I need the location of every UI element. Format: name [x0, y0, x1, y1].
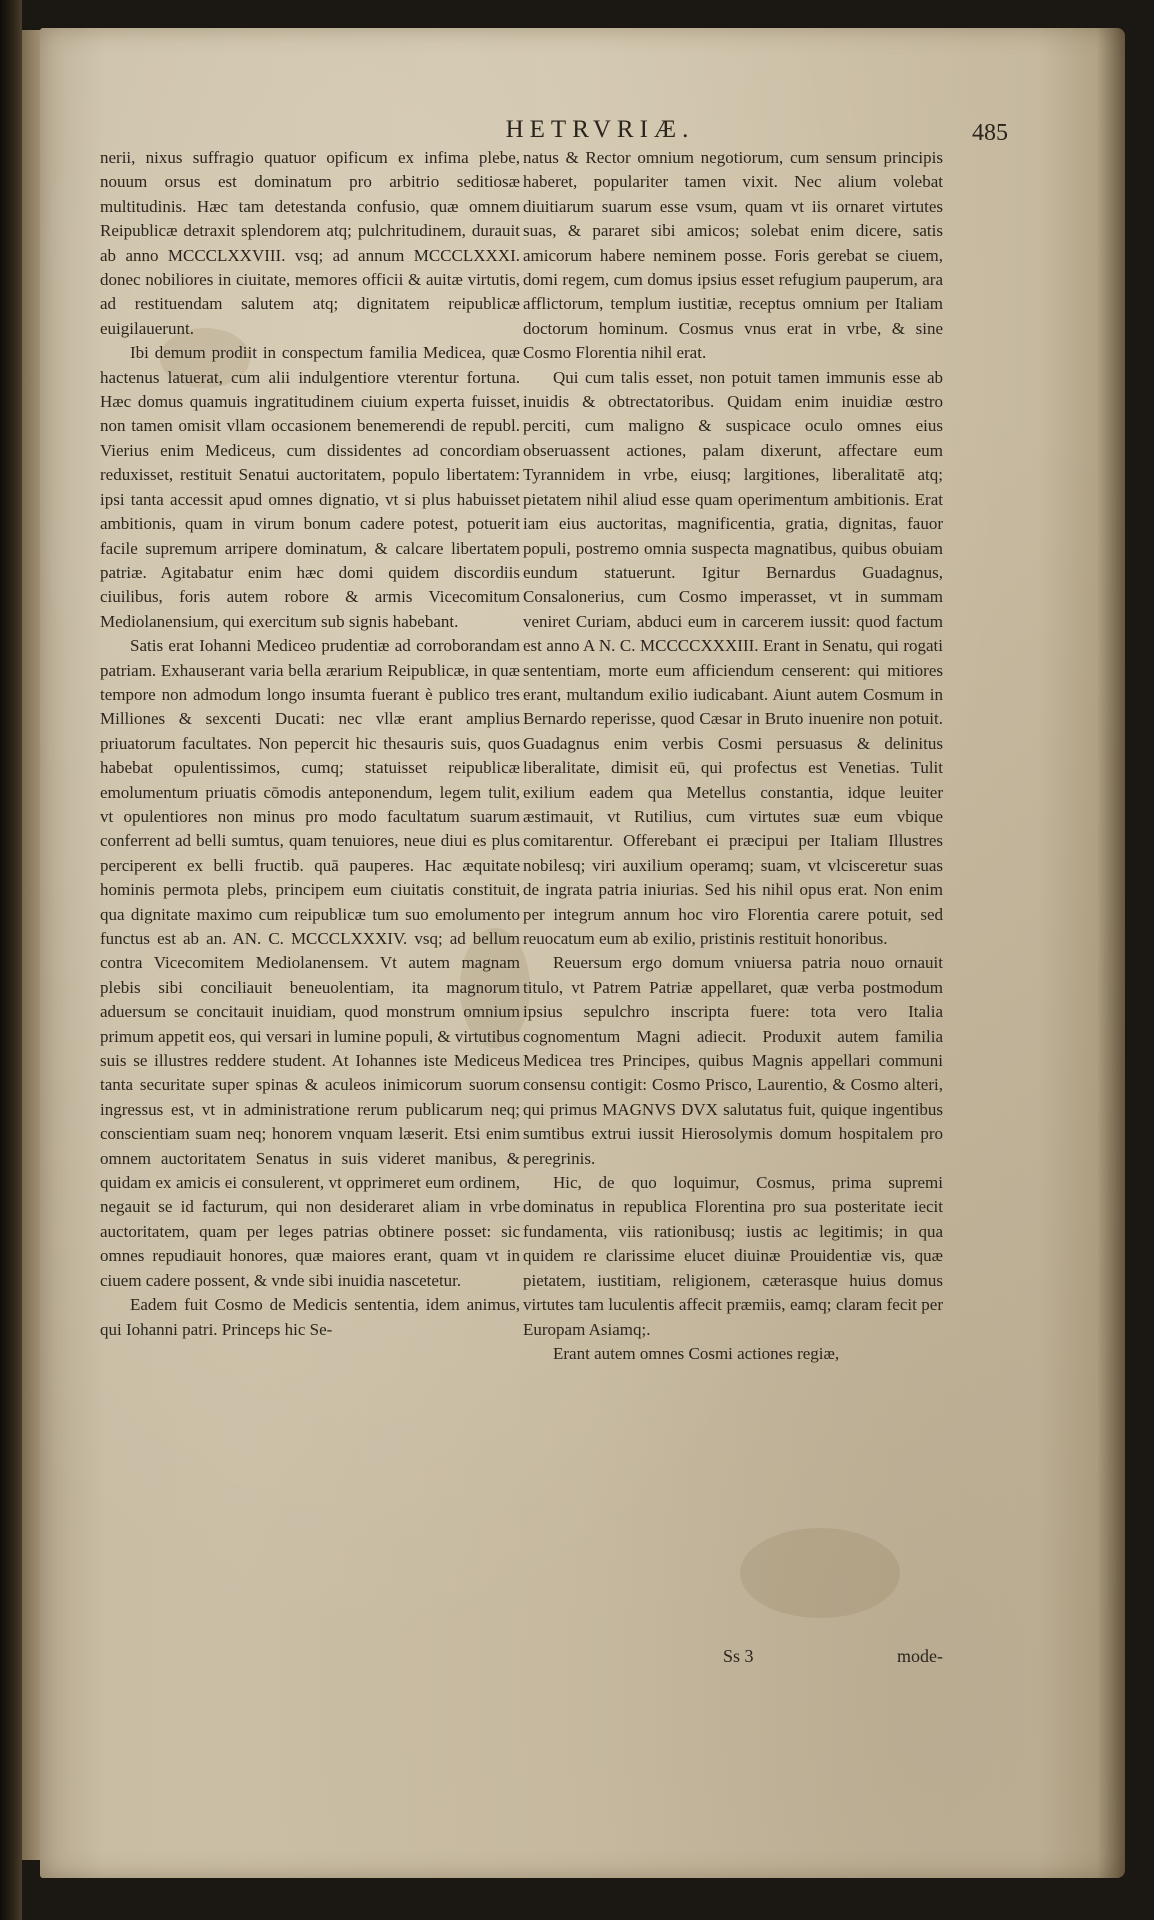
paragraph: Qui cum talis esset, non potuit tamen immunis esse ab inuidis & obtrectatoribus. Quidam enim inuidiæ œstro perciti, cum maligno & suspicace oculo omnes eius obseruassent actiones, palam dixerunt, affectare eum Tyrannidem in vrbe, eiusq; largitiones, liberalitatē atq; pietatem nihil aliud esse quam operimentum ambitionis. Erat iam eius auctoritas, magnificentia, gratia, dignitas, fauor populi, postremo omnia suspecta magnatibus, quibus obuiam eundum statuerunt. Igitur Bernardus Guadagnus, Consalonerius, cum Cosmo imperasset, vt in summam veniret Curiam, abduci eum in carcerem iussit: quod factum est anno A N. C. MCCCCXXXIII. Erant in Senatu, qui rogati sententiam, morte eum afficiendum censerent: qui mitiores erant, multandum exilio iudicabant. Aiunt autem Cosmum in Bernardo reperisse, quod Cæsar in Bruto inuenire non potuit. Guadagnus enim verbis Cosmi persuasus & delinitus liberalitate, dimisit eū, qui profectus est Venetias. Tulit exilium eadem qua Metellus constantia, idque leuiter æstimauit, vt Rutilius, cum virtutes suæ eum vbique comitarentur. Offerebant ei præcipui per Italiam Illustres nobilesq; viri auxilium operamq; suam, vt vlcisceretur suas de ingrata patria iniurias. Sed his nihil opus erat. Non enim per integrum annum hoc viro Florentia carere potuit, sed reuocatum eum ab exilio, pristinis restituit honoribus.: [523, 367, 943, 948]
paragraph: Satis erat Iohanni Mediceo prudentiæ ad corroborandam patriam. Exhauserant varia bella ærarium Reipublicæ, in quæ tempore non admodum longo insumta fuerant è publico tres Milliones & sexcenti Ducati: nec vllæ erant amplius priuatorum facultates. Non pepercit hic thesauris suis, quos habebat opulentissimos, cumq; statuisset reipublicæ emolumentum priuatis cōmodis anteponendum, legem tulit, vt opulentiores non minus pro modo facultatum suarum conferrent ad belli sumtus, quam tenuiores, neue diui es plus perciperent ex belli fructib. quā pauperes. Hac æquitate hominis permota plebs, principem eum ciuitatis constituit, qua dignitate maximo cum reipublicæ tum suo emolumento functus est ab an. AN. C. MCCCLXXXIV. vsq; ad bellum contra Vicecomitem Mediolanensem. Vt autem magnam plebis sibi conciliauit beneuolentiam, ita magnorum aduersum se concitauit inuidiam, quod monstrum omnium primum appetit eos, qui versari in lumine populi, & virtutibus suis se illustres reddere student. At Iohannes iste Mediceus tanta securitate super spinas & aculeos inimicorum suorum ingressus est, vt in administratione rerum publicarum neq; conscientiam suam neq; honorem vnquam læserit. Etsi enim omnem auctoritatem Senatus in suis videret manibus, & quidam ex amicis ei consulerent, vt opprimeret eum ordinem, negauit se id facturum, qui non desideraret aliam in vrbe auctoritatem, quam per leges patrias obtinere posset: sic omnes repudiauit honores, quæ maiores erant, quam vt in ciuem cadere possent, & vnde sibi inuidia nascetetur.: [100, 636, 520, 1290]
book-spine: [0, 0, 22, 1920]
book-page: [40, 28, 1125, 1878]
paragraph: Hic, de quo loquimur, Cosmus, prima supremi dominatus in republica Florentina pro sua posteritate iecit fundamenta, viis rationibusq; iustis ac legitimis; in qua quidem re clarissime elucet diuinæ Prouidentiæ vis, quæ pietatem, iustitiam, religionem, cæterasque huius domus virtutes tam luculentis affecit præmiis, eamq; claram fecit per Europam Asiamq;.: [523, 1173, 943, 1339]
paragraph: Eadem fuit Cosmo de Medicis sententia, idem animus, qui Iohanni patri. Princeps hic Se-: [100, 1295, 520, 1339]
paragraph: nerii, nixus suffragio quatuor opificum ex infima plebe, nouum orsus est dominatum pro arbitrio seditiosæ multitudinis. Hæc tam detestanda confusio, quæ omnem Reipublicæ detraxit splendorem atq; pulchritudinem, durauit ab anno MCCCLXXVIII. vsq; ad annum MCCCLXXXI. donec nobiliores in ciuitate, memores officii & auitæ virtutis, ad restituendam salutem atq; dignitatem reipublicæ euigilauerunt.: [100, 148, 520, 338]
paragraph: natus & Rector omnium negotiorum, cum sensum principis haberet, populariter tamen vixit. Nec alium volebat diuitiarum suarum esse vsum, quam vt iis ornaret virtutes suas, & pararet sibi amicos; solebat enim dicere, satis amicorum habere neminem posse. Foris gerebat se ciuem, domi regem, cum domus ipsius esset refugium pauperum, ara afflictorum, templum iustitiæ, receptus omnium per Italiam doctorum hominum. Cosmus vnus erat in vrbe, & sine Cosmo Florentia nihil erat.: [523, 148, 943, 363]
running-head: HETRVRIÆ.: [505, 116, 695, 143]
paragraph: Ibi demum prodiit in conspectum familia Medicea, quæ hactenus latuerat, cum alii indulgentiore vterentur fortuna. Hæc domus quamuis ingratitudinem ciuium experta fuisset, non tamen omisit vllam occasionem benemerendi de republ. Vierius enim Mediceus, cum dissidentes ad concordiam reduxisset, restituit Senatui auctoritatem, populo libertatem: ipsi tanta accessit apud omnes dignatio, vt si plus habuisset ambitionis, quam in virum bonum cadere potest, potuerit facile supremum arripere dominatum, & calcare libertatem patriæ. Agitabatur enim hæc domi quidem discordiis ciuilibus, foris autem robore & armis Vicecomitum Mediolanensium, qui exercitum sub signis habebant.: [100, 343, 520, 631]
left-text-column: [100, 146, 520, 1342]
right-text-column: [523, 146, 943, 1366]
signature-mark: Ss 3: [723, 1646, 754, 1666]
page-number: 485: [972, 120, 1008, 146]
paper-stain: [740, 1528, 900, 1618]
paragraph: Reuersum ergo domum vniuersa patria nouo ornauit titulo, vt Patrem Patriæ appellaret, quæ verba postmodum ipsius sepulchro inscripta fuere: tota vero Italia cognomentum Magni adiecit. Produxit autem familia Medicea tres Principes, quibus Magnis appellari communi consensu contigit: Cosmo Prisco, Laurentio, & Cosmo alteri, qui primus MAGNVS DVX salutatus fuit, quique ingentibus sumtibus extrui iussit Hierosolymis domum hospitalem pro peregrinis.: [523, 953, 943, 1168]
page-shadow: [1097, 28, 1125, 1878]
catchword: mode-: [897, 1646, 943, 1666]
paragraph: Erant autem omnes Cosmi actiones regiæ,: [553, 1343, 840, 1363]
